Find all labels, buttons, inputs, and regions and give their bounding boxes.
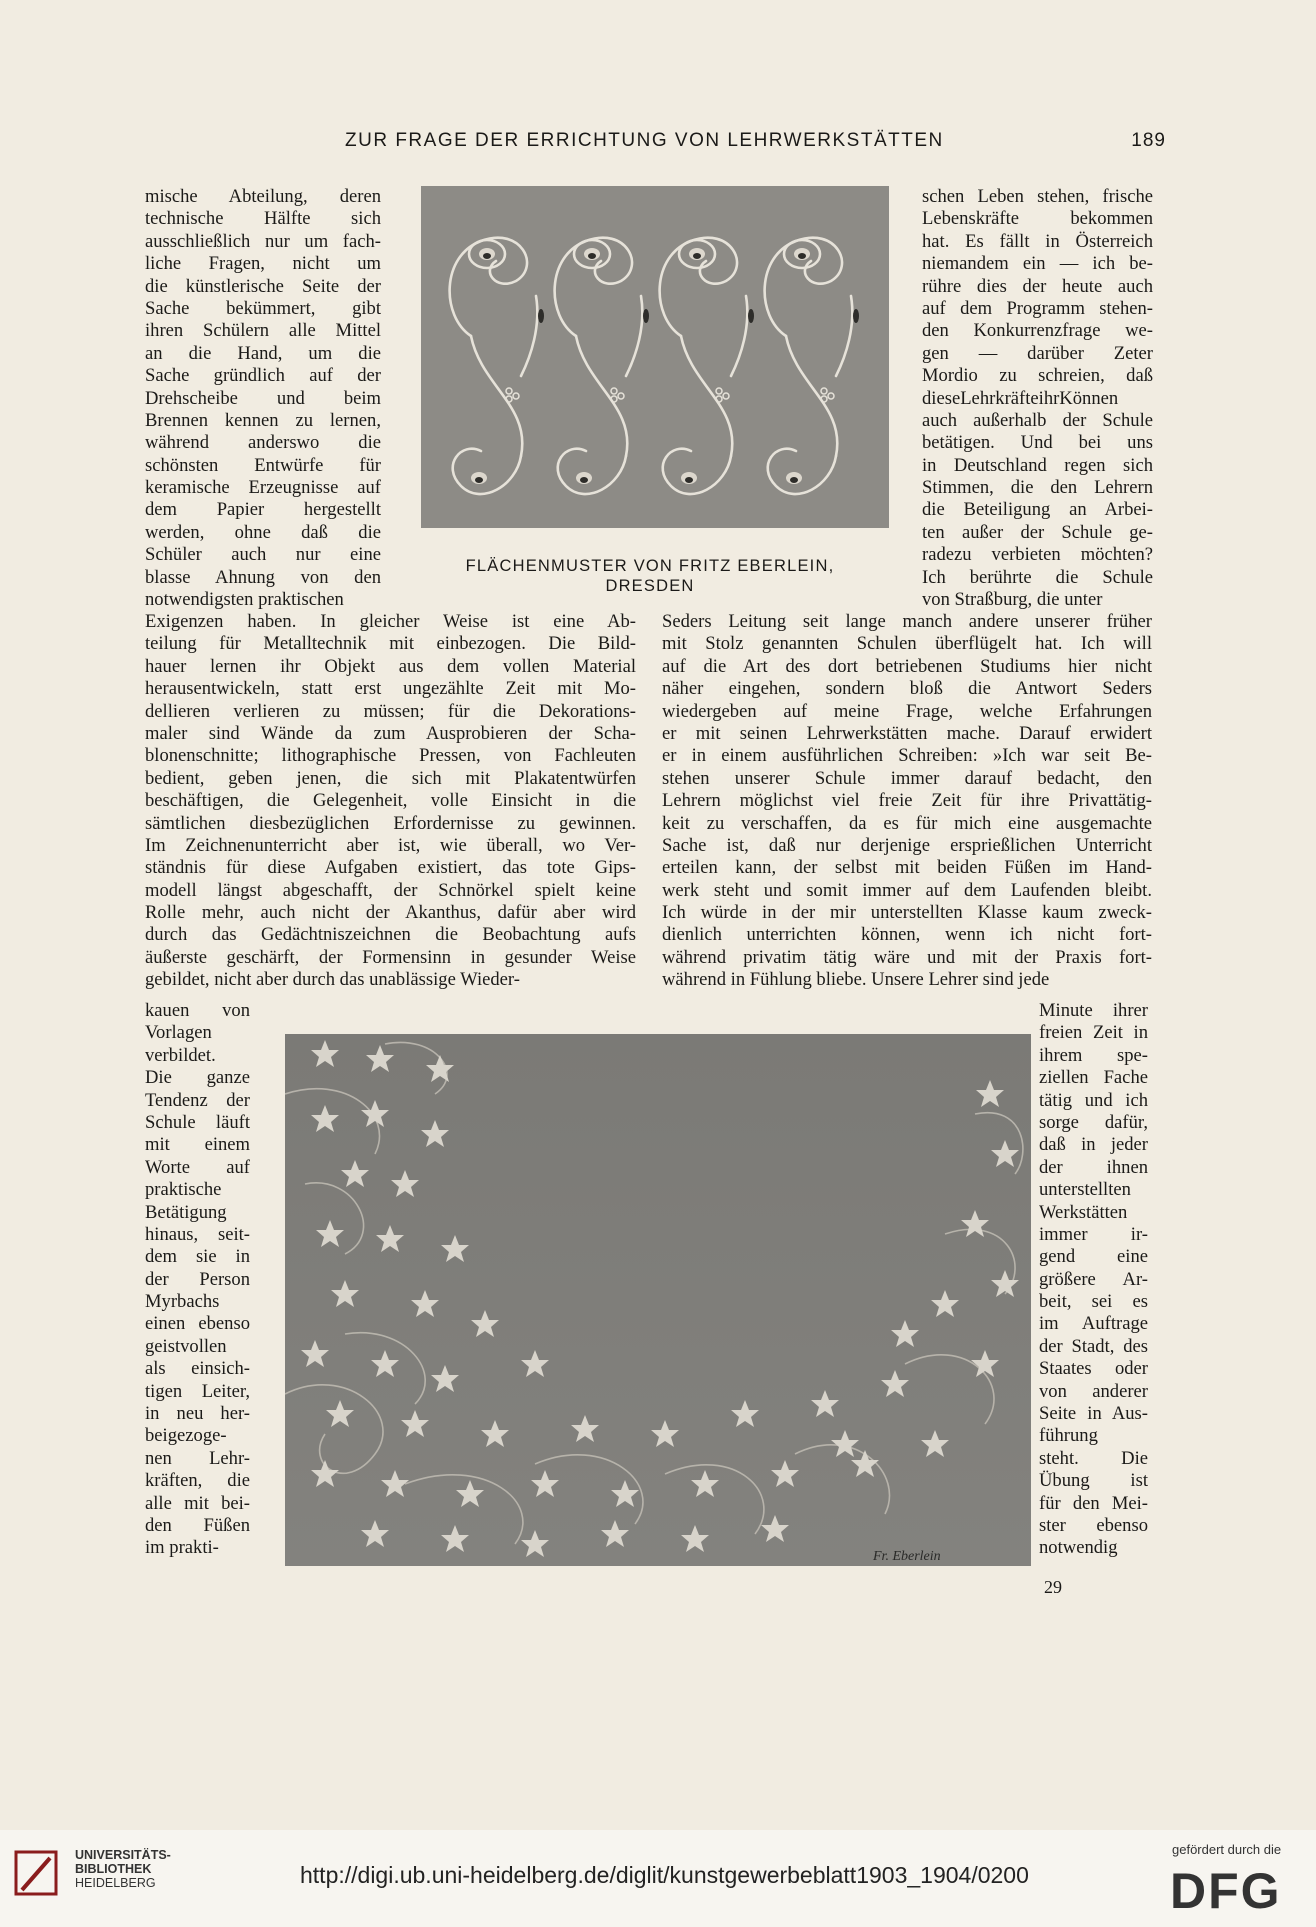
text-line: Exigenzen haben. In gleicher Weise ist eine Ab- xyxy=(145,611,636,632)
text-line: gebildet, nicht aber durch das unablässige Wieder- xyxy=(145,969,520,991)
text-line: für den Mei- xyxy=(1039,1492,1148,1514)
text-line: modell längst abgeschafft, der Schnörkel spielt keine xyxy=(145,879,636,901)
text-line: notwendig xyxy=(1039,1537,1118,1559)
text-line: steht. Die xyxy=(1039,1447,1148,1469)
text-line: dellieren verlieren zu müssen; für die Dekorations- xyxy=(145,700,636,722)
text-line: Ich würde in der mir unterstellten Klasse kaum zweck- xyxy=(662,902,1152,924)
left-column-middle xyxy=(145,611,636,992)
text-line: Vorlagen xyxy=(145,1022,212,1044)
text-line: Im Zeichnenunterricht aber ist, wie überall, wo Ver- xyxy=(145,834,636,856)
star-pattern-figure xyxy=(285,1034,1031,1566)
text-line: in neu her- xyxy=(145,1403,250,1425)
text-line: blasse Ahnung von den xyxy=(145,566,381,588)
running-head xyxy=(150,130,1166,160)
text-line: gen — darüber Zeter xyxy=(922,342,1153,364)
text-line: beit, sei es xyxy=(1039,1291,1148,1313)
ornament-pattern-svg xyxy=(421,186,889,528)
text-line: verbildet. xyxy=(145,1044,216,1066)
dfg-logo: DFG xyxy=(1170,1863,1282,1919)
text-line: der ihnen xyxy=(1039,1156,1148,1178)
ornament-figure xyxy=(421,186,889,528)
text-line: stehen unserer Schule immer darauf bedacht, den xyxy=(662,767,1152,789)
permalink-url[interactable]: http://digi.ub.uni-heidelberg.de/diglit/kunstgewerbeblatt1903_1904/0200 xyxy=(300,1862,1029,1888)
right-column-middle xyxy=(662,611,1152,992)
text-line: ihrem spe- xyxy=(1039,1044,1148,1066)
text-line: die Beteiligung an Arbei- xyxy=(922,499,1153,521)
text-line: Sache gründlich auf der xyxy=(145,365,381,387)
text-line: bedient, geben jenen, die sich mit Plakatentwürfen xyxy=(145,767,636,789)
text-line: von anderer xyxy=(1039,1380,1148,1402)
text-line: teilung für Metalltechnik mit einbezogen. Die Bild- xyxy=(145,633,636,655)
left-column-top xyxy=(145,186,381,611)
text-line: der Person xyxy=(145,1268,250,1290)
figure-caption-line1: FLÄCHENMUSTER VON FRITZ EBERLEIN, xyxy=(465,557,835,575)
text-line: mische Abteilung, deren xyxy=(145,186,381,207)
text-line: führung xyxy=(1039,1425,1098,1447)
text-line: im prakti- xyxy=(145,1537,219,1559)
library-name xyxy=(75,1848,171,1890)
text-line: radezu verbieten möchten? xyxy=(922,544,1153,566)
text-line: er in einem ausführlichen Schreiben: »Ich war seit Be- xyxy=(662,745,1152,767)
text-line: erteilen kann, der selbst mit beiden Füßen im Hand- xyxy=(662,857,1152,879)
text-line: Brennen kennen zu lernen, xyxy=(145,409,381,431)
text-line: Stimmen, die den Lehrern xyxy=(922,477,1153,499)
text-line: Die ganze xyxy=(145,1067,250,1089)
left-column-bottom xyxy=(145,1000,250,1560)
right-column-bottom xyxy=(1039,1000,1148,1560)
text-line: tigen Leiter, xyxy=(145,1380,250,1402)
text-line: werk steht und somit immer auf dem Laufenden bleibt. xyxy=(662,879,1152,901)
text-line: Staates oder xyxy=(1039,1358,1148,1380)
text-line: daß in jeder xyxy=(1039,1134,1148,1156)
text-line: beigezoge- xyxy=(145,1425,227,1447)
text-line: an die Hand, um die xyxy=(145,342,381,364)
text-line: Drehscheibe und beim xyxy=(145,387,381,409)
library-name-line3: HEIDELBERG xyxy=(75,1876,156,1890)
text-line: maler sind Wände da zum Ausprobieren der Scha- xyxy=(145,722,636,744)
text-line: Schüler auch nur eine xyxy=(145,544,381,566)
text-line: näher eingehen, sondern bloß die Antwort Seders xyxy=(662,678,1152,700)
text-line: rühre dies der heute auch xyxy=(922,275,1153,297)
text-line: hat. Es fällt in Österreich xyxy=(922,230,1153,252)
text-line: er mit seinen Lehrwerkstätten mache. Darauf erwidert xyxy=(662,722,1152,744)
text-line: keit zu verschaffen, da es für mich eine ausgemachte xyxy=(662,812,1152,834)
text-line: größere Ar- xyxy=(1039,1268,1148,1290)
text-line: dienlich unterrichten können, wenn ich nicht fort- xyxy=(662,924,1152,946)
text-line: Tendenz der xyxy=(145,1089,250,1111)
text-line: Schule läuft xyxy=(145,1111,250,1133)
text-line: notwendigsten praktischen xyxy=(145,589,344,611)
funded-by-label: gefördert durch die xyxy=(1172,1842,1282,1857)
text-line: im Auftrage xyxy=(1039,1313,1148,1335)
folio-number: 29 xyxy=(1044,1577,1062,1597)
text-line: Betätigung xyxy=(145,1201,227,1223)
text-line: ster ebenso xyxy=(1039,1514,1148,1536)
star-pattern-svg xyxy=(285,1034,1031,1566)
text-line: tätig und ich xyxy=(1039,1089,1148,1111)
running-title: ZUR FRAGE DER ERRICHTUNG VON LEHRWERKSTÄTTEN xyxy=(345,130,944,151)
text-line: durch das Gedächtniszeichnen die Beobachtung aufs xyxy=(145,924,636,946)
library-name-line1: UNIVERSITÄTS- xyxy=(75,1848,171,1862)
text-line: sämtlichen diesbezüglichen Erfordernisse zu gewinnen. xyxy=(145,812,636,834)
library-name-line2: BIBLIOTHEK xyxy=(75,1862,152,1876)
text-line: Worte auf xyxy=(145,1156,250,1178)
text-line: der Stadt, des xyxy=(1039,1335,1148,1357)
text-line: schönsten Entwürfe für xyxy=(145,454,381,476)
text-line: den Füßen xyxy=(145,1514,250,1536)
text-line: Sache bekümmert, gibt xyxy=(145,297,381,319)
text-line: während in Fühlung bliebe. Unsere Lehrer sind jede xyxy=(662,969,1050,991)
text-line: auf dem Programm stehen- xyxy=(922,297,1153,319)
text-line: dieseLehrkräfteihrKönnen xyxy=(922,387,1119,409)
text-line: werden, ohne daß die xyxy=(145,521,381,543)
text-line: sorge dafür, xyxy=(1039,1111,1148,1133)
text-line: Seite in Aus- xyxy=(1039,1403,1148,1425)
right-column-top xyxy=(922,186,1153,611)
text-line: äußerste geschärft, der Formensinn in gesunder Weise xyxy=(145,946,636,968)
text-line: während anderswo die xyxy=(145,432,381,454)
text-line: betätigen. Und bei uns xyxy=(922,432,1153,454)
text-line: Myrbachs xyxy=(145,1291,220,1313)
text-line: in Deutschland regen sich xyxy=(922,454,1153,476)
text-line: freien Zeit in xyxy=(1039,1022,1148,1044)
text-line: wiedergeben auf meine Frage, welche Erfahrungen xyxy=(662,700,1152,722)
text-line: auf die Art des dort betriebenen Studiums hier nicht xyxy=(662,655,1152,677)
footer-bar xyxy=(0,1830,1316,1927)
text-line: Übung ist xyxy=(1039,1470,1148,1492)
text-line: Mordio zu schreien, daß xyxy=(922,365,1153,387)
text-line: kräften, die xyxy=(145,1470,250,1492)
text-line: Lehrern möglichst viel freie Zeit für ihre Privattätig- xyxy=(662,790,1152,812)
text-line: Rolle mehr, auch nicht der Akanthus, dafür aber wird xyxy=(145,902,636,924)
text-line: geistvollen xyxy=(145,1335,227,1357)
text-line: hauer lernen ihr Objekt aus dem vollen Material xyxy=(145,655,636,677)
text-line: dem sie in xyxy=(145,1246,250,1268)
figure-caption xyxy=(430,556,870,596)
text-line: hinaus, seit- xyxy=(145,1223,250,1245)
text-line: praktische xyxy=(145,1179,222,1201)
text-line: kauen von xyxy=(145,1000,250,1021)
text-line: keramische Erzeugnisse auf xyxy=(145,477,381,499)
text-line: Ich berührte die Schule xyxy=(922,566,1153,588)
text-line: während privatim tätig wäre und mit der Praxis fort- xyxy=(662,946,1152,968)
text-line: unterstellten xyxy=(1039,1179,1131,1201)
text-line: nen Lehr- xyxy=(145,1447,250,1469)
text-line: herausentwickeln, statt erst ungezählte Zeit mit Mo- xyxy=(145,678,636,700)
text-line: einen ebenso xyxy=(145,1313,250,1335)
artist-signature: Fr. Eberlein xyxy=(873,1549,941,1564)
text-line: auch außerhalb der Schule xyxy=(922,409,1153,431)
text-line: die künstlerische Seite der xyxy=(145,275,381,297)
text-line: technische Hälfte sich xyxy=(145,208,381,230)
text-line: ziellen Fache xyxy=(1039,1067,1148,1089)
text-line: alle mit bei- xyxy=(145,1492,250,1514)
text-line: Werkstätten xyxy=(1039,1201,1128,1223)
text-line: liche Fragen, nicht um xyxy=(145,253,381,275)
text-line: von Straßburg, die unter xyxy=(922,589,1103,611)
text-line: den Konkurrenzfrage we- xyxy=(922,320,1153,342)
figure-caption-line2: DRESDEN xyxy=(605,577,695,595)
text-line: ihren Schülern alle Mittel xyxy=(145,320,381,342)
text-line: Seders Leitung seit lange manch andere unserer früher xyxy=(662,611,1152,632)
text-line: niemandem ein — ich be- xyxy=(922,253,1153,275)
text-line: beschäftigen, die Gelegenheit, volle Einsicht in die xyxy=(145,790,636,812)
text-line: als einsich- xyxy=(145,1358,250,1380)
text-line: gend eine xyxy=(1039,1246,1148,1268)
text-line: ausschließlich nur um fach- xyxy=(145,230,381,252)
text-line: schen Leben stehen, frische xyxy=(922,186,1153,207)
text-line: blonenschnitte; lithographische Pressen, von Fachleuten xyxy=(145,745,636,767)
text-line: ten außer der Schule ge- xyxy=(922,521,1153,543)
text-line: ständnis für diese Aufgaben existiert, das tote Gips- xyxy=(145,857,636,879)
text-line: immer ir- xyxy=(1039,1223,1148,1245)
text-line: dem Papier hergestellt xyxy=(145,499,381,521)
text-line: mit einem xyxy=(145,1134,250,1156)
text-line: mit Stolz genannten Schulen überflügelt hat. Ich will xyxy=(662,633,1152,655)
text-line: Sache ist, daß nur derjenige ersprießlichen Unterricht xyxy=(662,834,1152,856)
text-line: Lebenskräfte bekommen xyxy=(922,208,1153,230)
university-library-logo-icon xyxy=(14,1850,70,1906)
page-number: 189 xyxy=(1131,130,1166,151)
text-line: Minute ihrer xyxy=(1039,1000,1148,1021)
